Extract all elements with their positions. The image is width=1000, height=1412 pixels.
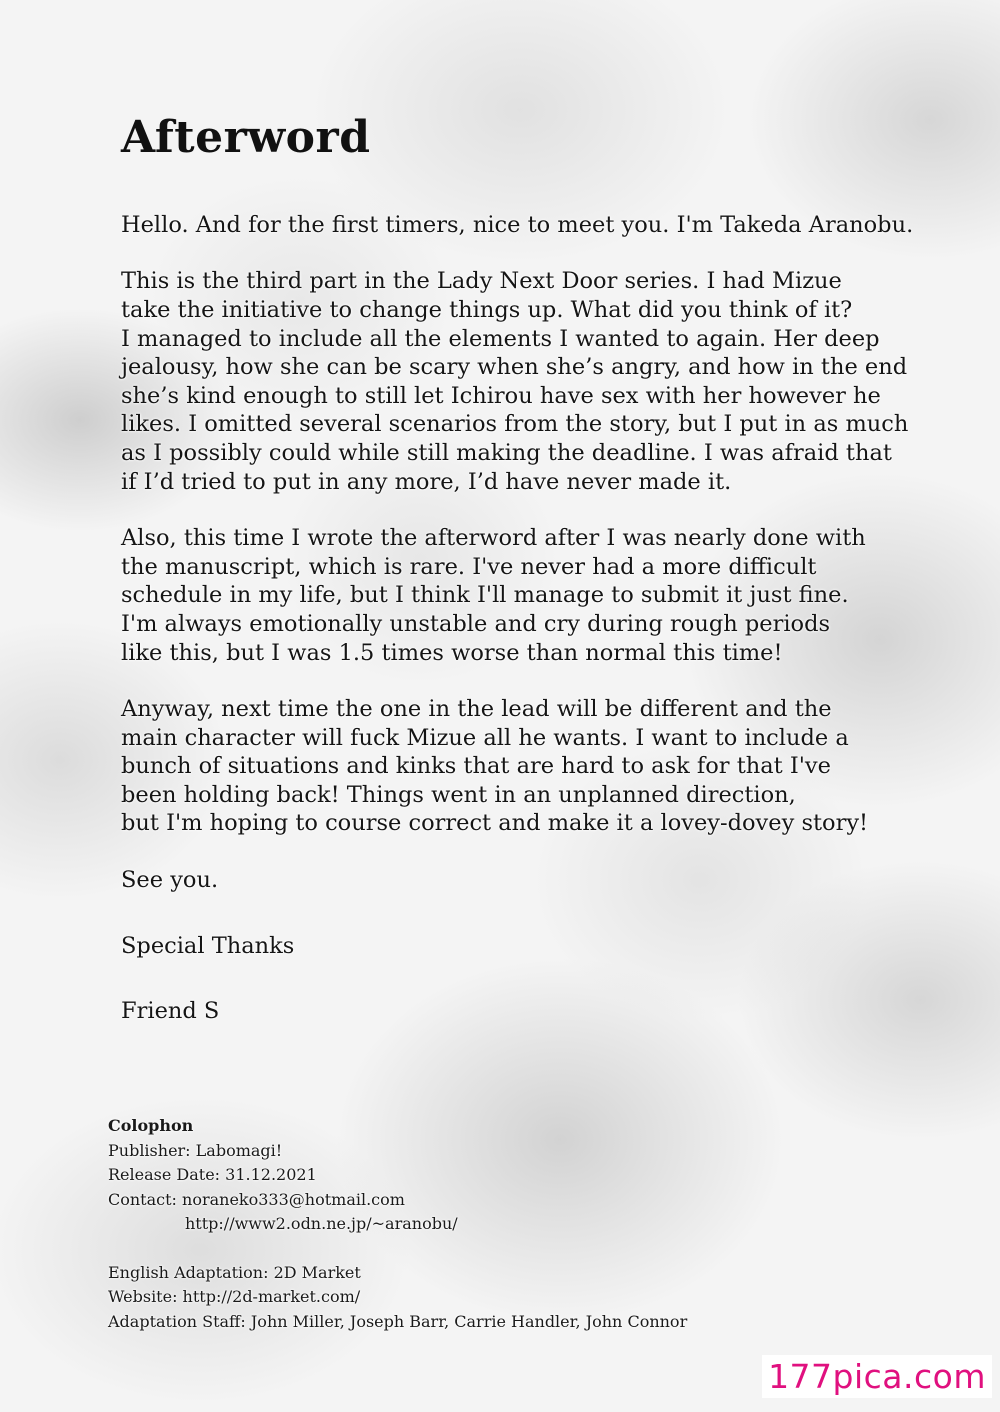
farewell-text: See you. (121, 867, 219, 894)
colophon-release-date: Release Date: 31.12.2021 (108, 1165, 317, 1184)
colophon (108, 1114, 808, 1334)
afterword-body (121, 112, 921, 1063)
special-thanks-name: Friend S (121, 998, 220, 1025)
paragraph-schedule: Also, this time I wrote the afterword after I was nearly done with the manuscript, which is rare. I've never had a more difficult schedule in my life, but I think I'll manage to submit it just fine. I'm always emotionally unstable and cry during rough periods like this, but I was 1.5 times worse than normal this time! (121, 525, 866, 666)
paragraph-next-time: Anyway, next time the one in the lead will be different and the main character will fuck Mizue all he wants. I want to include a bunch of situations and kinks that are hard to ask for that I've been holding back! Things went in an unplanned direction, but I'm hoping to course correct and make it a lovey-dovey story! (121, 696, 869, 837)
colophon-heading: Colophon (108, 1116, 194, 1135)
special-thanks-heading: Special Thanks (121, 932, 295, 959)
colophon-english-adaptation: English Adaptation: 2D Market (108, 1262, 361, 1282)
colophon-website: Website: http://2d-market.com/ (108, 1287, 361, 1306)
paragraph-series: This is the third part in the Lady Next Door series. I had Mizue take the initiative to change things up. What did you think of it? I managed to include all the elements I wanted to again. Her deep jealousy, how she can be scary when she’s angry, and how in the end she’s kind enough to still let Ichirou have sex with her however he likes. I omitted several scenarios from the story, but I put in as much as I possibly could while still making the deadline. I was afraid that if I’d tried to put in any more, I’d have never made it. (121, 268, 909, 495)
paragraph-greeting: Hello. And for the first timers, nice to meet you. I'm Takeda Aranobu. (121, 211, 914, 238)
colophon-contact-url: http://www2.odn.ne.jp/~aranobu/ (185, 1214, 458, 1233)
colophon-spacer (108, 1237, 808, 1261)
colophon-publisher: Publisher: Labomagi! (108, 1140, 283, 1160)
colophon-staff: Adaptation Staff: John Miller, Joseph Barr, Carrie Handler, John Connor (108, 1311, 688, 1331)
watermark-text: 177pica.com (762, 1355, 992, 1398)
page-title: Afterword (121, 112, 371, 163)
colophon-contact: Contact: noraneko333@hotmail.com (108, 1189, 405, 1209)
